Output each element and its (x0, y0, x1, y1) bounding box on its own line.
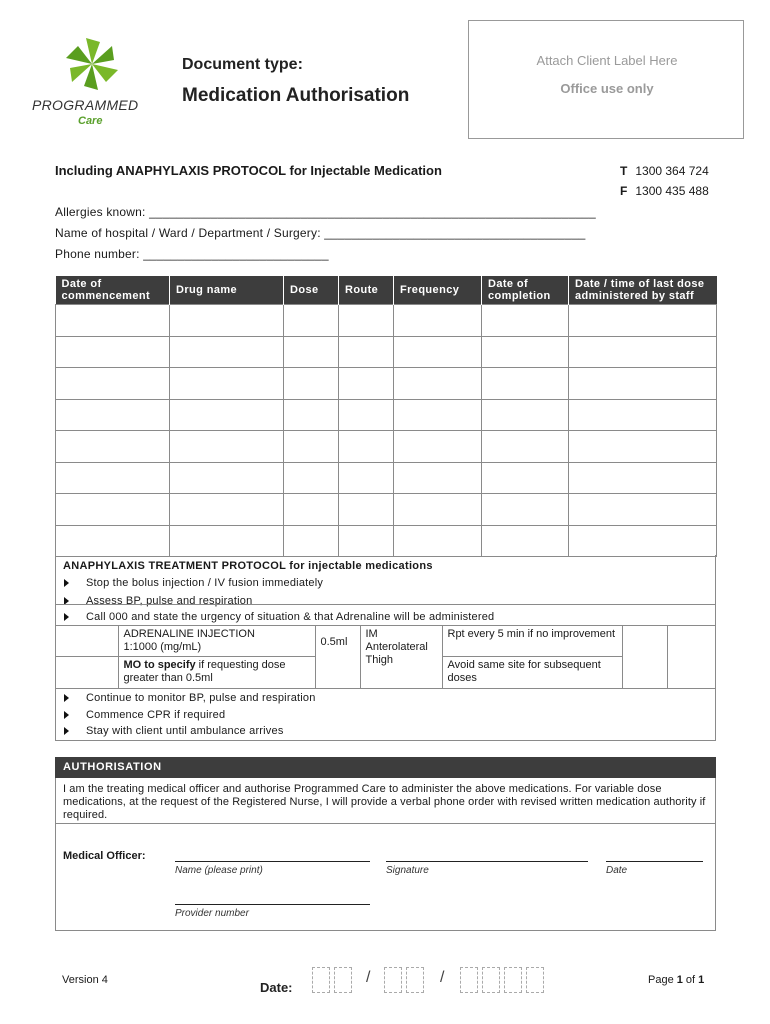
document-type-label: Document type: (182, 56, 303, 73)
date-digit-box[interactable] (482, 967, 500, 993)
table-row (56, 368, 717, 400)
bullet-arrow-icon (64, 613, 69, 621)
name-caption: Name (please print) (175, 865, 263, 876)
medical-officer-label: Medical Officer: (63, 850, 146, 862)
allergies-field[interactable]: Allergies known: _________________________________________________________________ (55, 205, 596, 219)
medication-table-header (56, 276, 717, 305)
authorisation-heading: AUTHORISATION (55, 757, 716, 778)
signature-caption: Signature (386, 865, 429, 876)
protocol-title: ANAPHYLAXIS TREATMENT PROTOCOL for injectable medications (63, 560, 433, 572)
adrenaline-route: IM Anterolateral Thigh (360, 626, 442, 689)
name-line[interactable] (175, 861, 370, 862)
bullet-arrow-icon (64, 579, 69, 587)
version-text: Version 4 (62, 974, 108, 986)
table-row (56, 399, 717, 431)
protocol-step: Continue to monitor BP, pulse and respiration (64, 692, 316, 704)
date-digit-box[interactable] (312, 967, 330, 993)
phone-number-field[interactable]: Phone number: ___________________________ (55, 247, 329, 261)
page-number: Page 1 of 1 (648, 974, 705, 986)
table-row (56, 462, 717, 494)
signature-line[interactable] (386, 861, 588, 862)
protocol-step: Commence CPR if required (64, 709, 225, 721)
divider (56, 604, 715, 605)
office-use-text: Office use only (560, 81, 654, 96)
col-frequency: Frequency (394, 276, 482, 305)
hospital-field[interactable]: Name of hospital / Ward / Department / Surgery: ______________________________________ (55, 226, 586, 240)
date-digit-box[interactable] (406, 967, 424, 993)
document-title: Medication Authorisation (182, 85, 410, 106)
col-drug-name: Drug name (170, 276, 284, 305)
adrenaline-dose: 0.5ml (315, 626, 360, 689)
protocol-step: Assess BP, pulse and respiration (64, 595, 252, 607)
attach-label-text: Attach Client Label Here (536, 53, 678, 68)
form-subtitle: Including ANAPHYLAXIS PROTOCOL for Injectable Medication (55, 163, 442, 178)
fax-label: F (620, 184, 628, 198)
date-separator: / (366, 969, 371, 986)
date-digit-box[interactable] (504, 967, 522, 993)
table-row (56, 305, 717, 337)
table-row (56, 431, 717, 463)
date-separator: / (440, 969, 445, 986)
bullet-arrow-icon (64, 694, 69, 702)
date-line[interactable] (606, 861, 703, 862)
date-digit-box[interactable] (384, 967, 402, 993)
date-caption: Date (606, 865, 628, 876)
adrenaline-table (56, 625, 715, 689)
adrenaline-site-note: Avoid same site for subsequent doses (442, 657, 622, 689)
col-date-commencement: Date of commencement (56, 276, 170, 305)
date-digit-box[interactable] (334, 967, 352, 993)
anaphylaxis-protocol-box (55, 555, 716, 741)
fax-row (620, 184, 709, 198)
authorisation-text: I am the treating medical officer and authorise Programmed Care to administer the above medications. For variable dose medications, at the request of the Registered Nurse, I will provide a verbal phone order with revised written medication authority if required. (55, 778, 716, 824)
medication-table (55, 276, 717, 557)
col-route: Route (339, 276, 394, 305)
bullet-arrow-icon (64, 711, 69, 719)
telephone-label: T (620, 164, 628, 178)
signature-section (55, 824, 716, 931)
telephone-row (620, 164, 709, 178)
table-row (56, 494, 717, 526)
col-last-dose: Date / time of last dose administered by staff (569, 276, 717, 305)
client-label-box (468, 20, 744, 139)
adrenaline-frequency: Rpt every 5 min if no improvement (442, 626, 622, 657)
protocol-step: Call 000 and state the urgency of situation & that Adrenaline will be administered (64, 611, 494, 623)
date-digit-box[interactable] (526, 967, 544, 993)
protocol-step: Stop the bolus injection / IV fusion immediately (64, 577, 323, 589)
protocol-step: Stay with client until ambulance arrives (64, 725, 284, 737)
adrenaline-name: ADRENALINE INJECTION 1:1000 (mg/mL) (118, 626, 315, 657)
telephone-number: 1300 364 724 (635, 164, 709, 178)
brand-sub: Care (78, 115, 103, 127)
bullet-arrow-icon (64, 727, 69, 735)
col-date-completion: Date of completion (482, 276, 569, 305)
table-row (56, 336, 717, 368)
brand-name: PROGRAMMED (32, 97, 139, 113)
fax-number: 1300 435 488 (635, 184, 709, 198)
footer-date-label: Date: (260, 980, 293, 995)
table-row (56, 525, 717, 557)
provider-caption: Provider number (175, 908, 249, 919)
mo-specify-note: MO to specify if requesting dose greater than 0.5ml (118, 657, 315, 689)
col-dose: Dose (284, 276, 339, 305)
provider-number-line[interactable] (175, 904, 370, 905)
date-digit-box[interactable] (460, 967, 478, 993)
